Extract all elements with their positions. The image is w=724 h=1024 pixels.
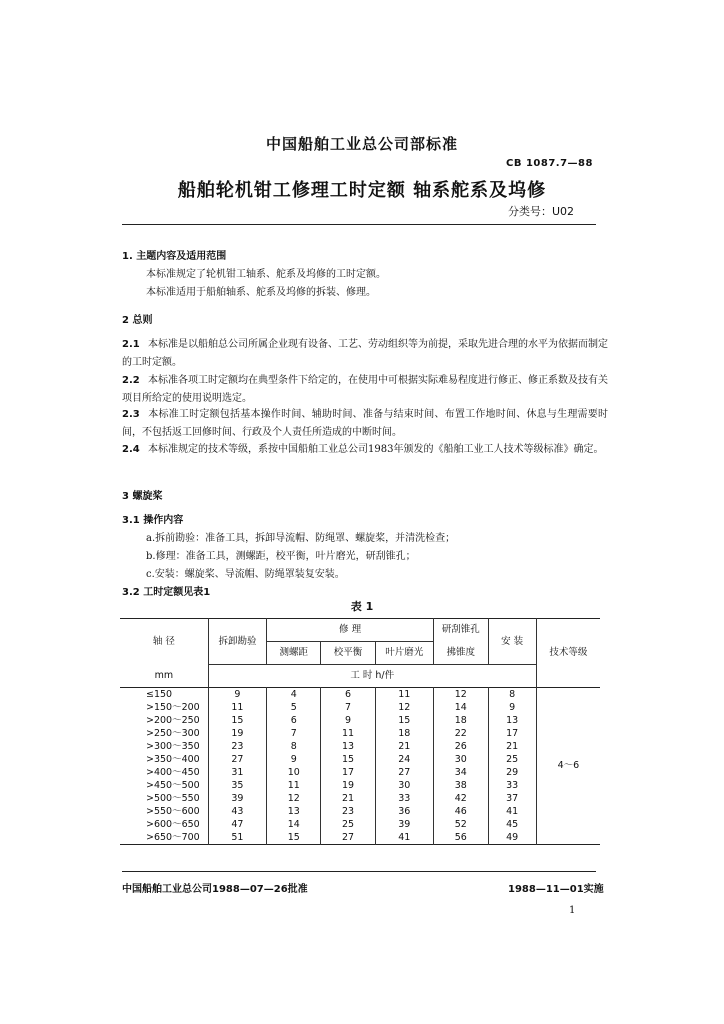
clause-text: 本标准是以船舶总公司所属企业现有设备、工艺、劳动组织等为前提，采取先进合理的水平为依据而制定的工时定额。 — [122, 339, 608, 368]
section-1 — [122, 248, 608, 302]
issuing-organization: 中国船舶工业总公司部标准 — [265, 135, 458, 153]
clause-2-2 — [122, 372, 608, 408]
hours-cell: 13 — [267, 805, 321, 818]
header-blade-polish: 叶片磨光 — [375, 642, 433, 665]
hours-cell: 35 — [208, 779, 266, 792]
table-title: 表 1 — [350, 600, 374, 613]
hours-cell: 52 — [434, 818, 489, 831]
shaft-diameter-cell: >300～350 — [146, 740, 200, 752]
classification-number: 分类号：U02 — [508, 205, 575, 218]
hours-cell: 25 — [321, 818, 375, 831]
clause-3-2-heading: 3.2 工时定额见表1 — [122, 587, 211, 598]
header-unit: mm — [154, 669, 174, 681]
hours-cell: 19 — [321, 779, 375, 792]
hours-cell: 33 — [488, 779, 536, 792]
hours-cell: 8 — [267, 740, 321, 753]
table-row — [120, 740, 600, 753]
header-rule — [122, 224, 596, 225]
header-shaft-diameter: 轴 径 — [152, 635, 175, 647]
hours-cell: 6 — [321, 688, 375, 702]
hours-cell: 41 — [488, 805, 536, 818]
header-disassembly: 拆卸勘验 — [208, 619, 266, 665]
hours-cell: 56 — [434, 831, 489, 845]
hours-cell: 25 — [488, 753, 536, 766]
hours-cell: 24 — [375, 753, 433, 766]
clause-text: 本标准工时定额包括基本操作时间、辅助时间、准备与结束时间、布置工作地时间、休息与生理需要时间，不包括返工回修时间、行政及个人责任所造成的中断时间。 — [122, 409, 608, 438]
hours-cell: 12 — [375, 701, 433, 714]
section-2-heading: 2 总则 — [122, 315, 153, 326]
table-row — [120, 701, 600, 714]
section-1-heading: 1. 主题内容及适用范围 — [122, 251, 227, 262]
hours-cell: 13 — [321, 740, 375, 753]
hours-cell: 5 — [267, 701, 321, 714]
shaft-diameter-cell: >150～200 — [146, 701, 200, 713]
shaft-diameter-cell: >450～500 — [146, 779, 200, 791]
section-3 — [122, 488, 608, 506]
hours-cell: 22 — [434, 727, 489, 740]
section-3-heading: 3 螺旋桨 — [122, 491, 163, 502]
hours-cell: 31 — [208, 766, 266, 779]
table-row — [120, 753, 600, 766]
hours-cell: 41 — [375, 831, 433, 845]
shaft-diameter-cell: ≤150 — [146, 688, 173, 700]
technical-grade-cell: 4～6 — [536, 688, 600, 845]
shaft-diameter-cell: >550～600 — [146, 805, 200, 817]
hours-cell: 9 — [267, 753, 321, 766]
clause-number: 2.4 — [122, 444, 140, 455]
shaft-diameter-cell: >500～550 — [146, 792, 200, 804]
clause-text: 本标准规定的技术等级，系按中国船舶工业总公司1983年颁发的《船舶工业工人技术等级标准》确定。 — [148, 444, 604, 455]
hours-cell: 23 — [321, 805, 375, 818]
operation-item-a: a.拆前勘验：准备工具，拆卸导流帽、防绳罩、螺旋桨，并清洗检查； — [146, 533, 456, 544]
shaft-diameter-cell: >650～700 — [146, 831, 200, 843]
hours-cell: 42 — [434, 792, 489, 805]
hours-cell: 17 — [321, 766, 375, 779]
hours-cell: 15 — [208, 714, 266, 727]
hours-cell: 18 — [434, 714, 489, 727]
hours-cell: 30 — [375, 779, 433, 792]
operation-item-c: c.安装：螺旋桨、导流帽、防绳罩装复安装。 — [146, 569, 345, 580]
hours-cell: 10 — [267, 766, 321, 779]
shaft-diameter-cell: >350～400 — [146, 753, 200, 765]
hours-cell: 45 — [488, 818, 536, 831]
section-1-paragraph: 本标准规定了轮机钳工轴系、舵系及坞修的工时定额。 — [146, 269, 386, 280]
header-taper-hole: 研刮锥孔 — [434, 619, 489, 642]
header-repair: 修 理 — [267, 619, 434, 642]
page-number: 1 — [569, 905, 576, 916]
hours-cell: 47 — [208, 818, 266, 831]
hours-cell: 23 — [208, 740, 266, 753]
section-1-paragraph: 本标准适用于船舶轴系、舵系及坞修的拆装、修理。 — [146, 287, 376, 298]
hours-cell: 8 — [488, 688, 536, 702]
hours-cell: 17 — [488, 727, 536, 740]
header-install: 安 装 — [488, 619, 536, 665]
shaft-diameter-cell: >600～650 — [146, 818, 200, 830]
clause-text: 本标准各项工时定额均在典型条件下给定的，在使用中可根据实际难易程度进行修正、修正系数及技有关项目所给定的使用说明选定。 — [122, 375, 608, 404]
hours-cell: 7 — [267, 727, 321, 740]
header-balance: 校平衡 — [321, 642, 375, 665]
shaft-diameter-cell: >200～250 — [146, 714, 200, 726]
table-row — [120, 766, 600, 779]
clause-2-4 — [122, 441, 608, 459]
hours-cell: 29 — [488, 766, 536, 779]
hours-cell: 11 — [267, 779, 321, 792]
hours-cell: 39 — [375, 818, 433, 831]
hours-cell: 6 — [267, 714, 321, 727]
table-row — [120, 714, 600, 727]
clause-3-1-heading: 3.1 操作内容 — [122, 515, 184, 526]
hours-cell: 11 — [375, 688, 433, 702]
hours-cell: 15 — [267, 831, 321, 845]
shaft-diameter-cell: >400～450 — [146, 766, 200, 778]
hours-cell: 21 — [321, 792, 375, 805]
clause-3-1 — [122, 512, 608, 602]
clause-number: 2.2 — [122, 375, 140, 386]
table-row — [120, 818, 600, 831]
clause-number: 2.3 — [122, 409, 140, 420]
operation-item-b: b.修理：准备工具，测螺距，校平衡，叶片磨光，研刮锥孔； — [146, 551, 416, 562]
document-title: 船舶轮机钳工修理工时定额 轴系舵系及坞修 — [177, 180, 547, 201]
table-row — [120, 727, 600, 740]
hours-cell: 46 — [434, 805, 489, 818]
hours-cell: 38 — [434, 779, 489, 792]
hours-cell: 11 — [321, 727, 375, 740]
hours-cell: 12 — [267, 792, 321, 805]
hours-cell: 27 — [208, 753, 266, 766]
hours-cell: 18 — [375, 727, 433, 740]
standard-code: CB 1087.7—88 — [506, 158, 593, 169]
table-row — [120, 779, 600, 792]
hours-cell: 19 — [208, 727, 266, 740]
table-row — [120, 831, 600, 845]
section-2 — [122, 312, 608, 330]
hours-cell: 12 — [434, 688, 489, 702]
work-hours-table — [120, 618, 600, 845]
hours-cell: 27 — [321, 831, 375, 845]
hours-cell: 14 — [434, 701, 489, 714]
table-row — [120, 805, 600, 818]
hours-cell: 9 — [208, 688, 266, 702]
hours-cell: 36 — [375, 805, 433, 818]
approval-date: 中国船舶工业总公司1988—07—26批准 — [122, 884, 308, 895]
clause-2-3 — [122, 406, 608, 442]
hours-cell: 34 — [434, 766, 489, 779]
hours-cell: 15 — [375, 714, 433, 727]
hours-cell: 39 — [208, 792, 266, 805]
hours-cell: 26 — [434, 740, 489, 753]
shaft-diameter-cell: >250～300 — [146, 727, 200, 739]
hours-cell: 43 — [208, 805, 266, 818]
hours-cell: 13 — [488, 714, 536, 727]
hours-cell: 33 — [375, 792, 433, 805]
header-work-hours: 工 时 h/件 — [208, 665, 536, 688]
hours-cell: 15 — [321, 753, 375, 766]
header-technical-grade: 技术等级 — [536, 619, 600, 688]
effective-date: 1988—11—01实施 — [508, 884, 604, 895]
header-pitch: 测螺距 — [267, 642, 321, 665]
hours-cell: 9 — [488, 701, 536, 714]
hours-cell: 4 — [267, 688, 321, 702]
hours-cell: 30 — [434, 753, 489, 766]
hours-cell: 11 — [208, 701, 266, 714]
footer-rule — [122, 871, 596, 872]
hours-cell: 27 — [375, 766, 433, 779]
clause-2-1 — [122, 336, 608, 372]
hours-cell: 9 — [321, 714, 375, 727]
header-taper-scraping: 拂锥度 — [434, 642, 489, 665]
hours-cell: 21 — [488, 740, 536, 753]
hours-cell: 37 — [488, 792, 536, 805]
hours-cell: 51 — [208, 831, 266, 845]
table-row — [120, 792, 600, 805]
hours-cell: 14 — [267, 818, 321, 831]
hours-cell: 49 — [488, 831, 536, 845]
clause-number: 2.1 — [122, 339, 140, 350]
table-row — [120, 688, 600, 702]
hours-cell: 21 — [375, 740, 433, 753]
hours-cell: 7 — [321, 701, 375, 714]
